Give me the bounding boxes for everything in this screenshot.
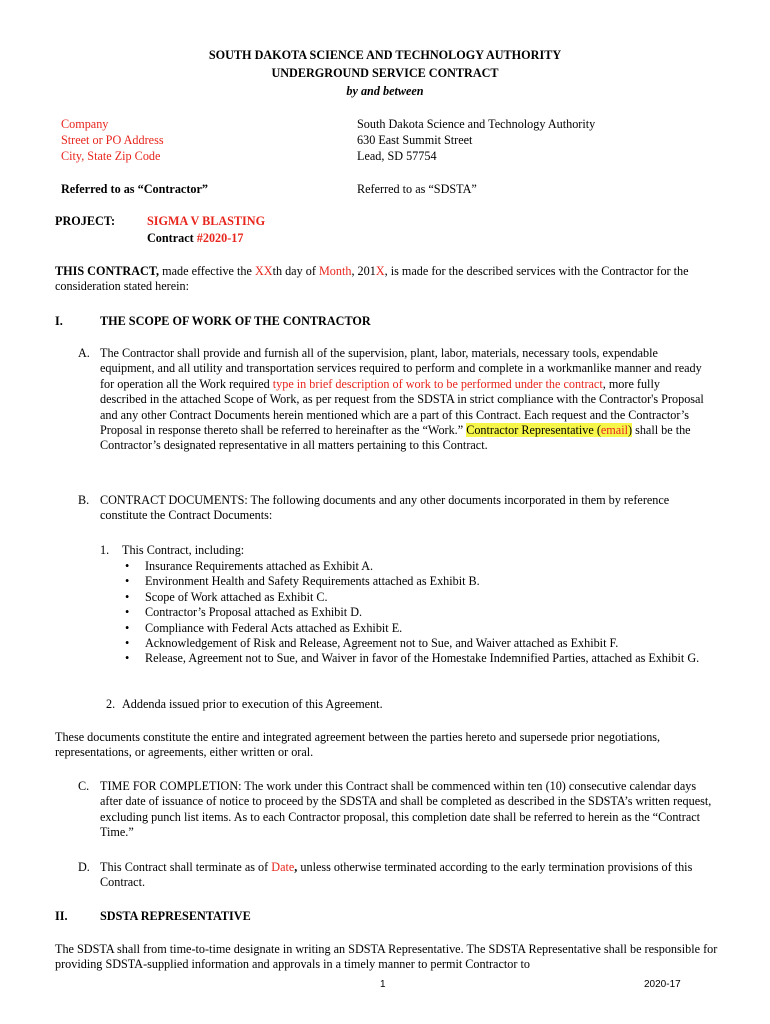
section-2-heading: SDSTA REPRESENTATIVE (100, 909, 251, 923)
item-d-text-1: This Contract shall terminate as of (100, 860, 272, 874)
contractor-referred: Referred to as “Contractor” (61, 182, 208, 196)
intro-month: Month (318, 264, 352, 278)
list-item: • Compliance with Federal Acts attached as Exhibit E. (121, 621, 721, 636)
exhibit-list (121, 559, 721, 667)
intro-text-3: , 201 (351, 264, 376, 278)
section-1-heading: THE SCOPE OF WORK OF THE CONTRACTOR (100, 314, 371, 328)
item-a-text-1: The Contractor shall provide and furnish all of the supervision, plant, labor, materials, necessary tools, expendable equipment, and all utility and transportation services required to perform and complete in a workmanlike manner and ready for operation all the Work required (100, 346, 702, 391)
intro-text-1: made effective the (159, 264, 255, 278)
sdsta-city: Lead, SD 57754 (357, 149, 437, 163)
page-number: 1 (380, 979, 386, 990)
intro-year: X (375, 264, 385, 278)
item-b2-marker: 2. (106, 697, 116, 711)
rep-text: Contractor Representative ( (466, 423, 601, 438)
intro-lead: THIS CONTRACT, (55, 264, 160, 278)
intro-text-4: , is made for the described services with the Contractor for the consideration stated herein: (55, 264, 689, 294)
contract-prefix: Contract (147, 231, 197, 245)
contract-number-line (147, 231, 243, 246)
item-b2-text: Addenda issued prior to execution of this Agreement. (122, 697, 383, 711)
sdsta-street: 630 East Summit Street (357, 133, 473, 147)
contractor-street: Street or PO Address (61, 133, 164, 147)
sdsta-name: South Dakota Science and Technology Authority (357, 117, 596, 131)
intro-day: XX (254, 264, 273, 278)
list-item: • Acknowledgement of Risk and Release, Agreement not to Sue, and Waiver attached as Exhibit F. (121, 636, 721, 651)
document-subtitle: UNDERGROUND SERVICE CONTRACT (271, 66, 499, 80)
sdsta-referred: Referred to as “SDSTA” (357, 182, 477, 196)
item-d-paragraph (100, 860, 700, 891)
section-1-numeral: I. (55, 314, 63, 328)
termination-date-placeholder: Date (271, 860, 295, 874)
item-d-marker: D. (78, 860, 90, 874)
list-item: • Scope of Work attached as Exhibit C. (121, 590, 721, 605)
contractor-representative-highlight (466, 423, 632, 437)
item-a-text-3: shall be the Contractor’s designated representative in all matters pertaining to this Contract. (100, 423, 691, 453)
item-a-paragraph (100, 346, 705, 454)
section-2-paragraph: The SDSTA shall from time-to-time designate in writing an SDSTA Representative. The SDSTA Representative shall be responsible for providing SDSTA-supplied information and approvals in a timely manner to permit Contractor to (55, 942, 718, 972)
item-b-marker: B. (78, 493, 90, 507)
list-item: • Insurance Requirements attached as Exhibit A. (121, 559, 721, 574)
rep-text-close: ) (627, 423, 633, 438)
document-title: SOUTH DAKOTA SCIENCE AND TECHNOLOGY AUTHORITY (208, 48, 562, 62)
contract-number: #2020-17 (196, 231, 244, 245)
work-description-placeholder: type in brief description of work to be performed under the contract (272, 376, 603, 391)
section-2-numeral: II. (55, 909, 68, 923)
item-b-paragraph: CONTRACT DOCUMENTS: The following documents and any other documents incorporated in them by reference constitute the Contract Documents: (100, 493, 670, 523)
item-d-text-2: unless otherwise terminated according to the early termination provisions of this Contract. (100, 860, 693, 890)
contractor-city: City, State Zip Code (61, 149, 161, 163)
list-item: • Contractor’s Proposal attached as Exhibit D. (121, 605, 721, 620)
footer-doc-code: 2020-17 (644, 979, 681, 990)
list-item: • Release, Agreement not to Sue, and Waiver in favor of the Homestake Indemnified Parties, attached as Exhibit G. (121, 651, 721, 666)
item-a-marker: A. (78, 346, 90, 360)
item-c-paragraph: TIME FOR COMPLETION: The work under this Contract shall be commenced within ten (10) consecutive calendar days after date of issuance of notice to proceed by the SDSTA and shall be completed as described in the SDSTA’s written request, excluding punch list items. As to each Contractor proposal, this completion date shall be referred to herein as the “Contract Time.” (100, 779, 712, 840)
project-label: PROJECT: (55, 214, 116, 228)
list-item: • Environment Health and Safety Requirements attached as Exhibit B. (121, 574, 721, 589)
by-and-between: by and between (346, 84, 424, 98)
intro-text-2: th day of (272, 264, 319, 278)
project-name: SIGMA V BLASTING (147, 214, 266, 228)
item-b1-text: This Contract, including: (122, 543, 245, 557)
item-c-marker: C. (78, 779, 90, 793)
item-d-comma: , (294, 860, 298, 874)
contractor-company: Company (61, 117, 109, 131)
item-a-text-2: , more fully described in the attached Scope of Work, as per request from the SDSTA in strict compliance with the Contractor's Proposal and any other Contract Documents herein mentioned which are a part of this Contract. Each request and the Contractor’s Proposal in response thereto shall be referred to hereinafter as the “Work.” (100, 376, 704, 438)
intro-paragraph (55, 264, 725, 295)
rep-email-placeholder: email (600, 423, 628, 438)
integrated-agreement-paragraph: These documents constitute the entire and integrated agreement between the parties hereto and supersede prior negotiations, representations, or agreements, either written or oral. (55, 730, 661, 760)
item-b1-marker: 1. (100, 543, 110, 557)
